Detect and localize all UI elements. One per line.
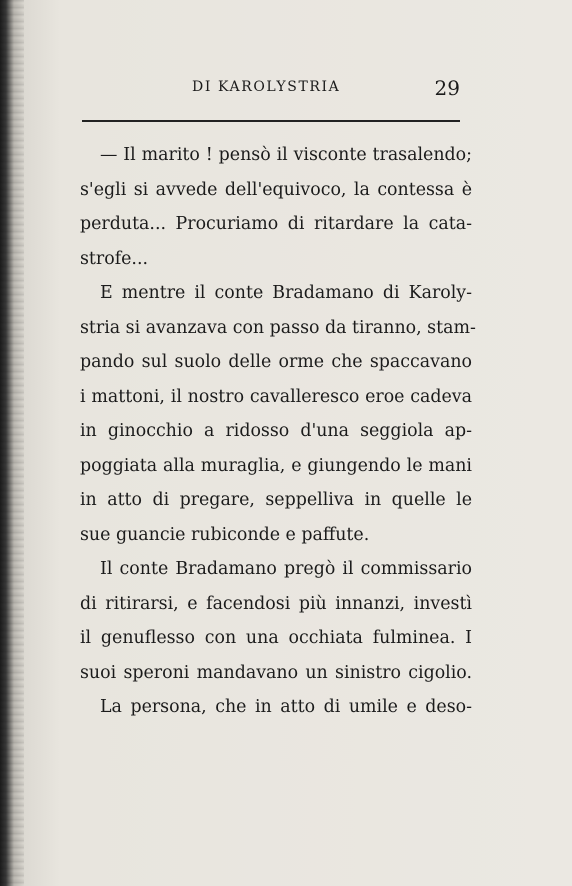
text-line: in ginocchio a ridosso d'una seggiola ap- — [80, 421, 472, 441]
header-rule — [82, 120, 460, 122]
text-line: di ritirarsi, e facendosi più innanzi, investì — [80, 593, 472, 614]
text-line: stria si avanzava con passo da tiranno, stam- — [80, 317, 476, 338]
text-line: poggiata alla muraglia, e giungendo le mani — [80, 455, 472, 476]
text-line: sue guancie rubiconde e paffute. — [80, 524, 370, 545]
text-line: La persona, che in atto di umile e deso- — [100, 697, 472, 717]
text-line: strofe... — [80, 248, 149, 269]
page-number: 29 — [434, 76, 460, 100]
running-title: DI KAROLYSTRIA — [192, 79, 341, 95]
text-line: perduta... Procuriamo di ritardare la cata- — [80, 214, 472, 234]
book-spine-shadow — [0, 0, 24, 886]
text-line: E mentre il conte Bradamano di Karoly- — [100, 283, 472, 303]
text-line: il genuflesso con una occhiata fulminea. I — [80, 628, 472, 648]
text-line: Il conte Bradamano pregò il commissario — [100, 559, 472, 579]
text-line: — Il marito ! pensò il visconte trasalendo; — [100, 145, 472, 165]
text-line: in atto di pregare, seppelliva in quelle le — [80, 490, 472, 510]
text-line: i mattoni, il nostro cavalleresco eroe cadeva — [80, 386, 472, 407]
text-line: pando sul suolo delle orme che spaccavano — [80, 352, 472, 372]
text-line: s'egli si avvede dell'equivoco, la contessa è — [80, 179, 472, 200]
running-head — [80, 78, 460, 102]
text-line: suoi speroni mandavano un sinistro cigolio. — [80, 662, 472, 683]
body-text — [80, 138, 476, 725]
